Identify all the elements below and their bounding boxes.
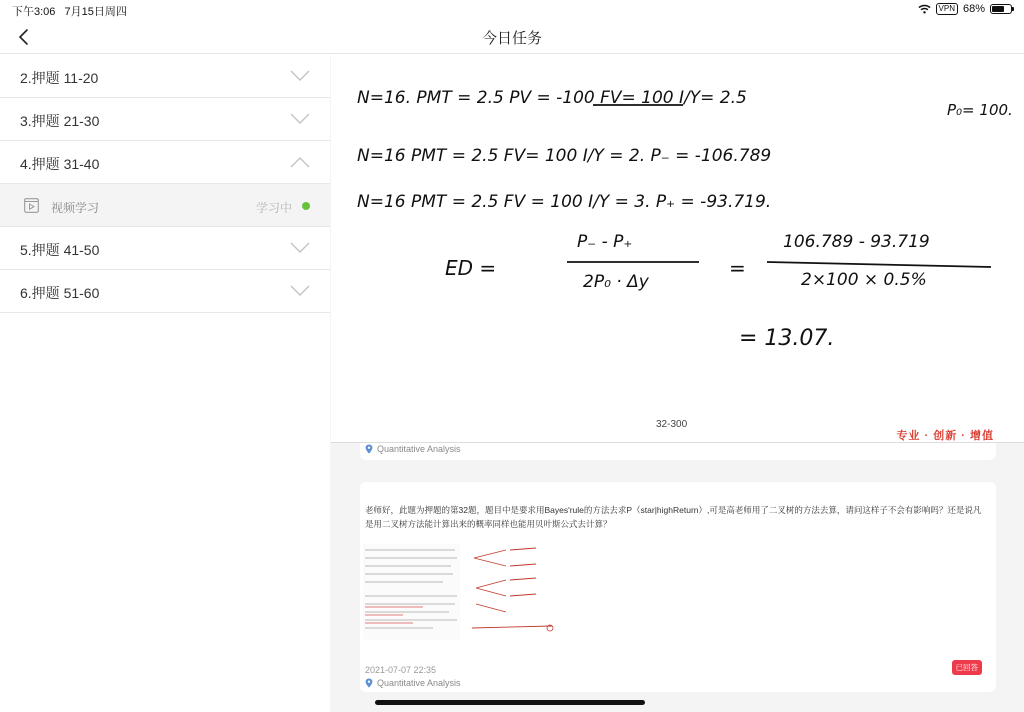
chapter-item-31-40[interactable]	[0, 141, 330, 184]
status-left	[12, 3, 133, 19]
page-number: 32-300	[656, 419, 688, 430]
status-dot	[302, 202, 310, 210]
chevron-down-icon	[290, 70, 310, 82]
location-pin-icon	[365, 678, 373, 688]
fraction-bar	[767, 262, 991, 267]
page-title: 今日任务	[481, 30, 542, 47]
handwriting-line: ED =	[445, 256, 497, 280]
battery-icon	[990, 4, 1012, 14]
subject-tag	[365, 678, 461, 688]
chevron-up-icon	[290, 156, 310, 168]
attachment-image[interactable]	[363, 544, 460, 640]
wifi-icon	[918, 4, 931, 14]
subject-tag-label: Quantitative Analysis	[377, 678, 461, 688]
handwriting-line: 2P₀ · Δy	[583, 272, 649, 292]
status-date: 7月15日周四	[64, 6, 127, 18]
home-indicator[interactable]	[375, 700, 645, 705]
handwritten-tree-thumbnail	[466, 544, 563, 640]
chapter-label: 2.押题 11-20	[20, 70, 99, 86]
study-status: 学习中	[255, 201, 292, 215]
question-text: 老师好，此题为押题的第32题，题目中是要求用Bayes'rule的方法去求P（star|highReturn）,可是高老师用了二叉树的方法去算，请问这样子不会有影响吗？还是说凡是用二叉树方法能计算出来的概率同样也能用贝叶斯公式去计算？	[365, 505, 982, 529]
handwriting-line: P₀= 100.	[947, 101, 1013, 119]
video-player[interactable]	[331, 55, 1024, 443]
chevron-down-icon	[290, 113, 310, 125]
status-time: 下午3:06	[12, 6, 56, 18]
chapter-item-41-50[interactable]	[0, 227, 330, 270]
attachment-image[interactable]	[466, 544, 563, 640]
question-card[interactable]	[360, 443, 996, 460]
question-date: 2021-07-07 22:35	[365, 665, 437, 675]
sub-item-label: 视频学习	[51, 201, 100, 215]
chapter-label: 6.押题 51-60	[20, 285, 100, 301]
chapter-item-21-30[interactable]	[0, 98, 330, 141]
status-right	[918, 3, 1012, 15]
handwriting-line: N=16 PMT = 2.5 FV = 100 I/Y = 3. P₊ = -93.719.	[357, 192, 772, 212]
handwriting-line: 106.789 - 93.719	[783, 232, 930, 252]
video-play-icon	[24, 198, 39, 213]
chapter-label: 3.押题 21-30	[20, 113, 100, 129]
handwriting-line: 2×100 × 0.5%	[801, 270, 927, 290]
chevron-down-icon	[290, 242, 310, 254]
subject-tag-label: Quantitative Analysis	[377, 444, 461, 454]
battery-percent: 68%	[962, 3, 985, 15]
status-bar	[0, 0, 1024, 20]
nav-bar	[0, 20, 1024, 54]
brand-watermark: 专业 · 创新 · 增值	[896, 430, 994, 442]
chevron-down-icon	[290, 285, 310, 297]
handwriting-line: P₋ - P₊	[577, 232, 633, 252]
handwriting-line: =	[729, 256, 746, 280]
chapter-list	[0, 55, 330, 712]
sub-item-video-study[interactable]	[0, 184, 330, 227]
question-card[interactable]	[360, 482, 996, 692]
chapter-label: 5.押题 41-50	[20, 242, 100, 258]
whiteboard-handwriting	[331, 55, 1024, 443]
handwriting-line: N=16 PMT = 2.5 FV= 100 I/Y = 2. P₋ = -106.789	[357, 146, 772, 166]
battery-fill	[992, 6, 1004, 12]
scanned-page-thumbnail	[363, 544, 460, 640]
answered-badge: 已回答	[952, 660, 983, 675]
location-pin-icon	[365, 444, 373, 454]
vpn-badge: VPN	[936, 3, 958, 15]
handwriting-line: N=16. PMT = 2.5 PV = -100 FV= 100 I/Y= 2.5	[357, 88, 747, 108]
chapter-label: 4.押题 31-40	[20, 156, 100, 172]
handwriting-line: = 13.07.	[739, 326, 835, 351]
subject-tag	[365, 444, 461, 454]
chapter-item-11-20[interactable]	[0, 55, 330, 98]
chapter-item-51-60[interactable]	[0, 270, 330, 313]
